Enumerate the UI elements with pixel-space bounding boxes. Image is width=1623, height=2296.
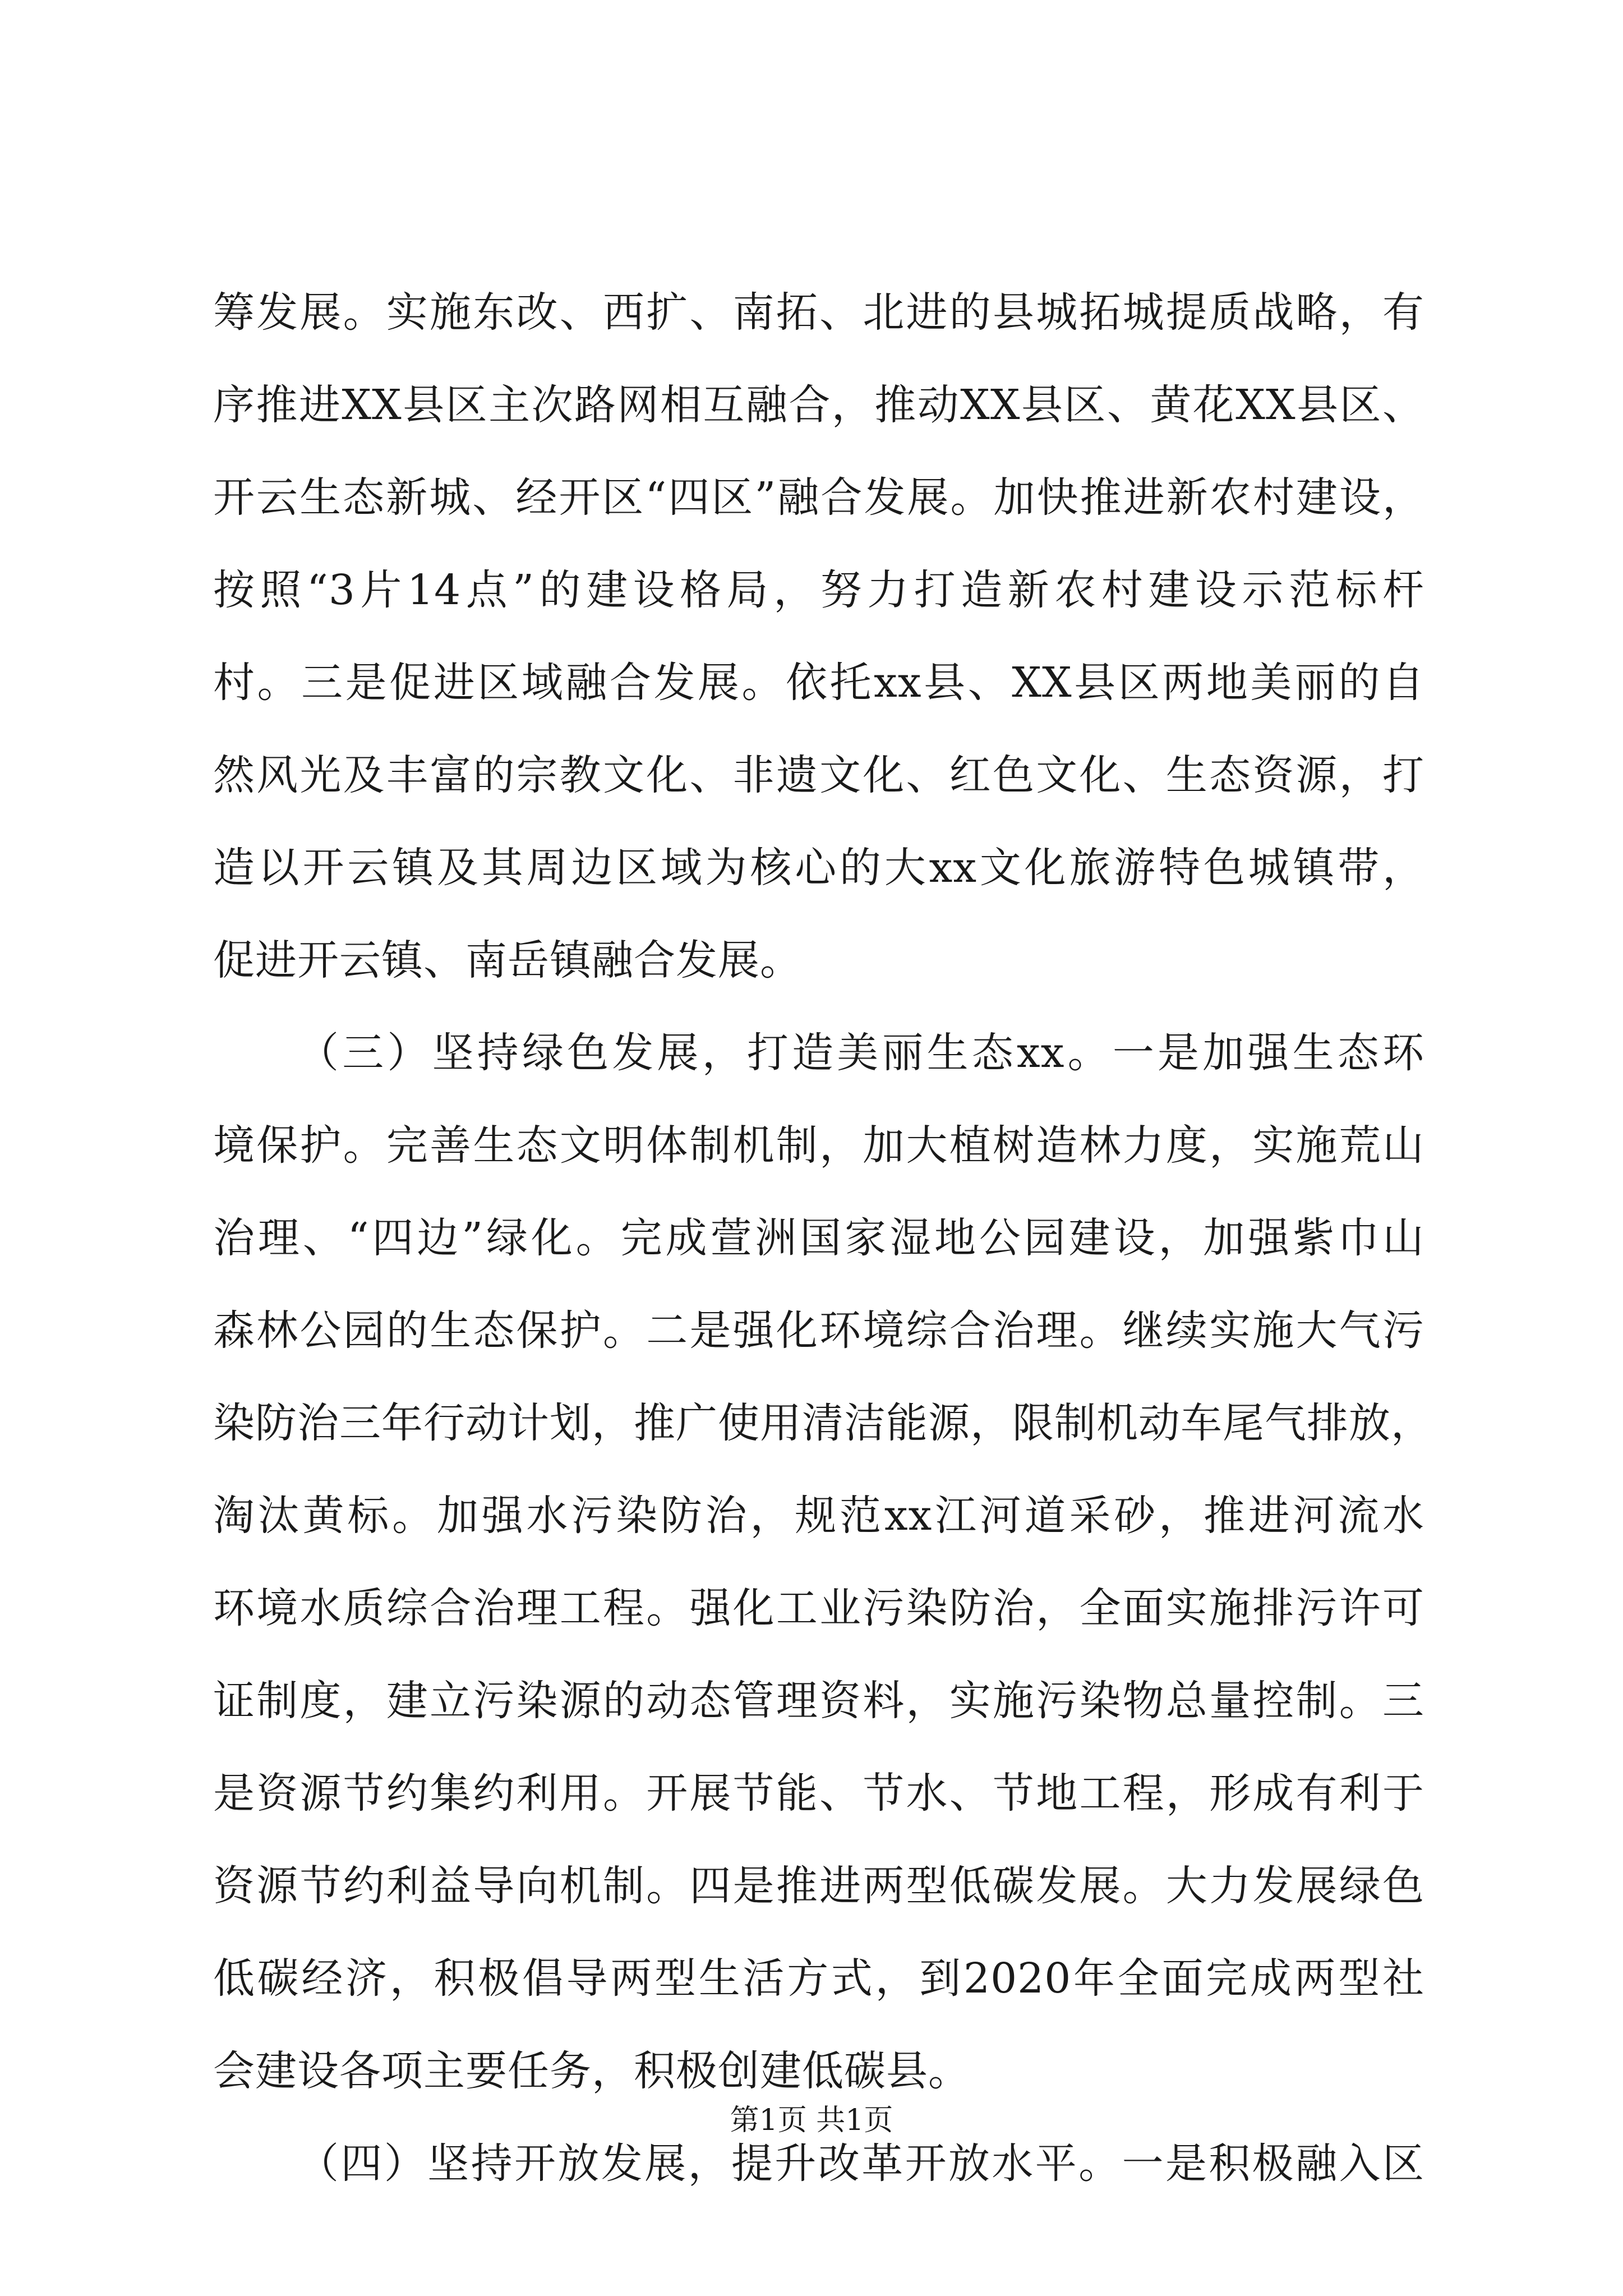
text-line: 境保护。完善生态文明体制机制，加大植树造林力度，实施荒山 bbox=[213, 1121, 1424, 1170]
text-line: 证制度，建立污染源的动态管理资料，实施污染物总量控制。三 bbox=[213, 1677, 1424, 1725]
text-line: 森林公园的生态保护。二是强化环境综合治理。继续实施大气污 bbox=[213, 1306, 1424, 1355]
text-line: 开云生态新城、经开区“四区”融合发展。加快推进新农村建设， bbox=[213, 473, 1424, 522]
text-line: 资源节约利益导向机制。四是推进两型低碳发展。大力发展绿色 bbox=[213, 1862, 1424, 1910]
text-line: 染防治三年行动计划，推广使用清洁能源，限制机动车尾气排放， bbox=[213, 1399, 1433, 1447]
text-line: 会建设各项主要任务，积极创建低碳县。 bbox=[213, 2047, 970, 2095]
text-line: 是资源节约集约利用。开展节能、节水、节地工程，形成有利于 bbox=[213, 1769, 1424, 1818]
text-line: 环境水质综合治理工程。强化工业污染防治，全面实施排污许可 bbox=[213, 1584, 1424, 1632]
section-heading-line: （四）坚持开放发展，提升改革开放水平。一是积极融入区 bbox=[297, 2139, 1424, 2188]
text-line: 筹发展。实施东改、西扩、南拓、北进的县城拓城提质战略，有 bbox=[213, 288, 1424, 337]
text-line: 低碳经济，积极倡导两型生活方式，到2020年全面完成两型社 bbox=[213, 1954, 1424, 2003]
text-line: 淘汰黄标。加强水污染防治，规范xx江河道采砂，推进河流水 bbox=[213, 1492, 1424, 1540]
text-line: 促进开云镇、南岳镇融合发展。 bbox=[213, 936, 802, 984]
text-line: 治理、“四边”绿化。完成萱洲国家湿地公园建设，加强紫巾山 bbox=[213, 1214, 1424, 1262]
page-footer: 第1页 共1页 bbox=[730, 2104, 893, 2137]
text-line: 然风光及丰富的宗教文化、非遗文化、红色文化、生态资源，打 bbox=[213, 751, 1424, 799]
text-line: 序推进XX县区主次路网相互融合，推动XX县区、黄花XX县区、 bbox=[213, 381, 1424, 429]
text-line: 按照“3片14点”的建设格局，努力打造新农村建设示范标杆 bbox=[213, 566, 1424, 614]
document-body bbox=[213, 266, 1433, 2210]
text-line: 造以开云镇及其周边区域为核心的大xx文化旅游特色城镇带， bbox=[213, 844, 1424, 892]
text-line: 村。三是促进区域融合发展。依托xx县、XX县区两地美丽的自 bbox=[213, 659, 1424, 707]
section-heading-line: （三）坚持绿色发展，打造美丽生态xx。一是加强生态环 bbox=[297, 1029, 1424, 1077]
